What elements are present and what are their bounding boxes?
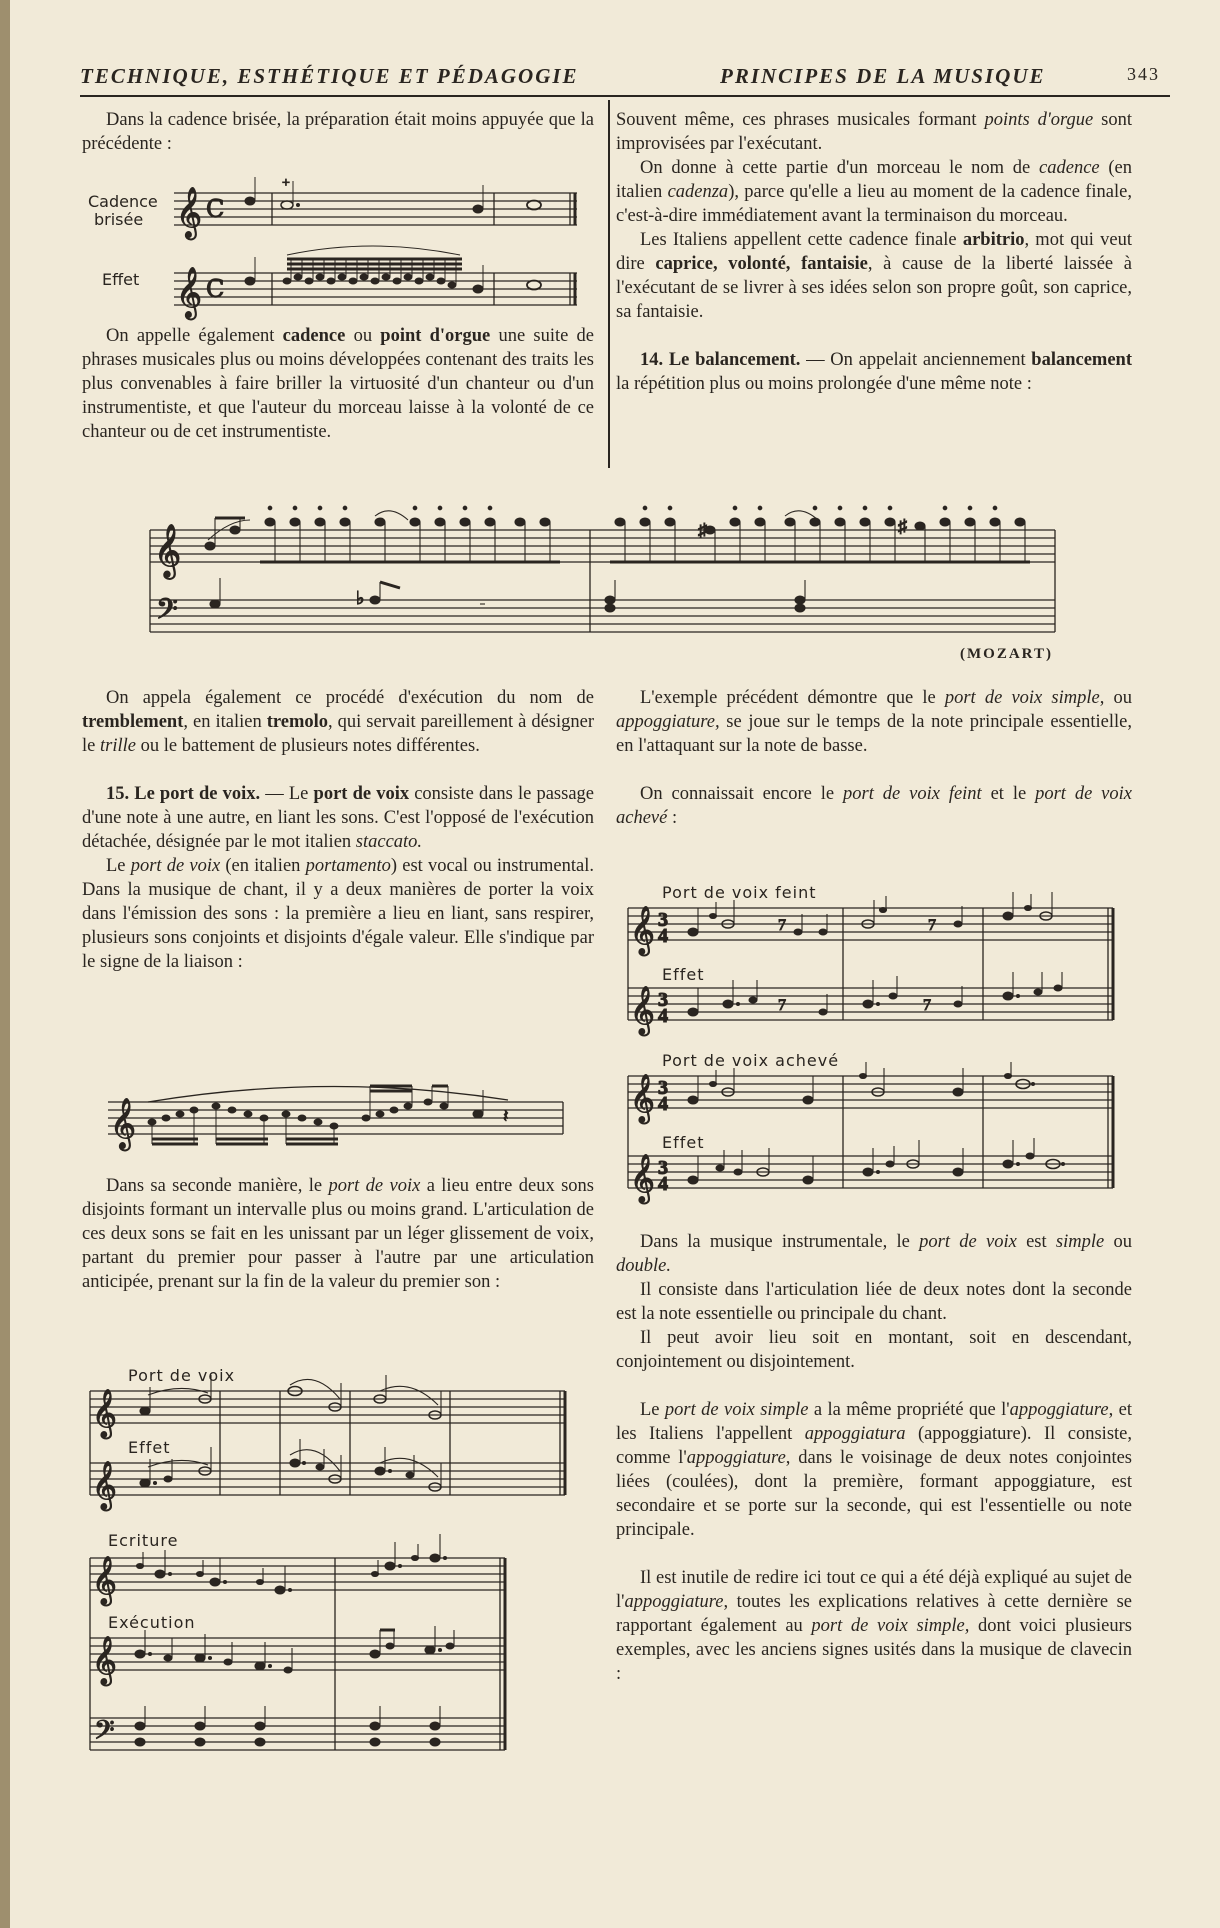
text-run: Les Italiens appellent cette cadence finale (640, 230, 963, 250)
fig1-label-cadence: Cadence (88, 192, 158, 211)
section-14-title: 14. Le balancement. (640, 350, 801, 370)
montant-paragraph: Il peut avoir lieu soit en montant, soit en descendant, conjointement ou disjointement. (616, 1328, 1132, 1372)
feint-acheve-paragraph (616, 782, 1132, 830)
svg-text:𝄞: 𝄞 (92, 1460, 117, 1509)
text-run: (en italien (616, 158, 1132, 202)
page-number: 343 (1127, 64, 1160, 84)
fig1-staff-top (174, 193, 577, 305)
term-pvs: port de voix simple (664, 1400, 809, 1420)
svg-text:𝄽: 𝄽 (503, 1106, 509, 1126)
text-run: On appela également ce procédé d'exécution du nom de (106, 688, 594, 708)
left-intro-text (82, 108, 594, 156)
text-run: — Le (260, 784, 314, 804)
text-run: (appoggiature). Il consiste, comme l' (616, 1424, 1133, 1468)
text-run: Il est inutile de redire ici tout ce qui a été déjà expliqué au sujet de l' (616, 1568, 1132, 1612)
fig-pv-label: Port de voix (128, 1366, 236, 1385)
port-de-voix-paragraph (82, 782, 594, 854)
right-paragraph-1 (616, 108, 1132, 156)
figure-liaison (108, 1072, 568, 1152)
header-left-title: TECHNIQUE, ESTHÉTIQUE ET PÉDAGOGIE (80, 64, 579, 88)
svg-text:♯: ♯ (698, 520, 707, 540)
svg-text:♯: ♯ (898, 516, 907, 536)
right-paragraph-3 (616, 228, 1132, 324)
text-run: ), parce qu'elle a lieu au moment de la cadence finale, c'est-à-dire immédiatement avant la terminaison du morceau. (616, 182, 1132, 226)
text-run: , ou (1099, 688, 1132, 708)
figure-cadence-brisee (82, 175, 592, 318)
svg-text:𝄞: 𝄞 (630, 1073, 655, 1122)
page-edge (0, 0, 10, 1928)
feint-acheve-notes (630, 892, 1065, 1204)
fig-feint-label: Port de voix feint (662, 883, 817, 902)
figure-port-de-voix-effet (90, 1365, 570, 1515)
term-simple: simple (1055, 1232, 1105, 1252)
term-pvs-2: port de voix simple, (811, 1616, 970, 1636)
fig-effet2-label: Effet (662, 1133, 705, 1152)
svg-text:+: + (282, 176, 290, 191)
svg-text:C: C (206, 275, 225, 303)
text-run: ou (345, 326, 381, 346)
text-run: ) est vocal ou instrumental. Dans la musique de chant, il y a deux manières de porter la voix dans l'émission des sons : la première a lieu en liant, sans respirer, plusieurs sons conjoints et disjoints d'égale valeur. Elle s'indique par le signe de la liaison : (82, 856, 595, 972)
svg-text:𝄞: 𝄞 (176, 187, 203, 238)
lower-left-text-2 (82, 1174, 594, 1294)
term-appoggiature-4: appoggiature (624, 1592, 724, 1612)
mozart-credit: (MOZART) (960, 646, 1053, 662)
fig-acheve-label: Port de voix achevé (662, 1051, 840, 1070)
inutile-paragraph (616, 1566, 1132, 1686)
term-appoggiature-2: appoggiature (1009, 1400, 1109, 1420)
text-run: , toutes les explications relatives à cette dernière se rapportant également au (616, 1592, 1132, 1636)
fig-execution-label: Exécution (108, 1613, 196, 1632)
text-run: — On appelait anciennement (800, 350, 1032, 370)
svg-text:4: 4 (658, 1093, 668, 1115)
text-run: sont improvisées par l'exécutant. (616, 110, 1132, 154)
fig1-label-brisee: brisée (94, 210, 144, 229)
lower-left-text-1 (82, 686, 594, 974)
instrumentale-paragraph (616, 1230, 1132, 1278)
svg-text:C: C (206, 195, 225, 223)
svg-text:3: 3 (658, 1077, 668, 1099)
fig-ecriture-label: Ecriture (108, 1531, 179, 1550)
right-top-text (616, 108, 1132, 396)
text-run: ou (1104, 1232, 1132, 1252)
svg-text:3: 3 (658, 909, 668, 931)
term-appoggiatura: appoggiatura (804, 1424, 906, 1444)
text-run: a lieu entre deux sons disjoints formant un intervalle plus ou moins grand. L'articulation de ces deux sons se fait en les unissant par un léger glissement de voix, partant du premier pour passer à l'autre par une articulation anticipée, prenant sur la fin de la valeur du premier son : (82, 1176, 594, 1292)
svg-text:7: 7 (923, 997, 931, 1014)
text-run: : (667, 808, 678, 828)
left-paragraph-2 (82, 324, 594, 444)
svg-text:4: 4 (658, 1173, 668, 1195)
svg-text:𝄞: 𝄞 (630, 1153, 655, 1202)
lower-right-text-2 (616, 1230, 1132, 1686)
text-run: , qui servait pareillement à désigner le (82, 712, 594, 756)
ecriture-notes (92, 1534, 454, 1752)
text-run: une suite de phrases musicales plus ou moins développées contenant des traits les plus convenables à faire briller la virtuosité d'un chanteur ou d'un instrumentiste, et que l'auteur du morceau laisse à la volonté de ce chanteur ou de cet instrumentiste. (82, 326, 594, 442)
svg-text:𝄞: 𝄞 (176, 267, 203, 318)
text-run: On donne à cette partie d'un morceau le nom de (640, 158, 1040, 178)
right-paragraph-2 (616, 156, 1132, 228)
svg-text:𝄞: 𝄞 (630, 905, 655, 954)
term-points-dorgue: points d'orgue (984, 110, 1094, 130)
term-portamento: portamento (305, 856, 391, 876)
text-run: L'exemple précédent démontre que le (640, 688, 945, 708)
left-paragraph-1: Dans la cadence brisée, la préparation était moins appuyée que la précédente : (82, 110, 594, 154)
svg-text:♭: ♭ (356, 588, 365, 608)
term-staccato: staccato. (355, 832, 423, 852)
text-run: Le (640, 1400, 665, 1420)
term-cadence: cadence (282, 326, 346, 346)
text-run: est (1016, 1232, 1056, 1252)
header-right-title: PRINCIPES DE LA MUSIQUE (720, 64, 1046, 88)
text-run: Dans sa seconde manière, le (106, 1176, 329, 1196)
right-paragraph-4 (616, 348, 1132, 396)
svg-text:3: 3 (658, 989, 668, 1011)
term-port-de-voix-italic: port de voix (130, 856, 221, 876)
svg-text:7: 7 (778, 917, 786, 934)
svg-text:7: 7 (778, 997, 786, 1014)
svg-text:𝄞: 𝄞 (630, 985, 655, 1034)
term-port-de-voix-acheve: port de voix achevé (616, 784, 1132, 828)
text-run: On connaissait encore le (640, 784, 844, 804)
term-port-de-voix: port de voix (313, 784, 410, 804)
text-run: (en italien (220, 856, 306, 876)
text-run: dont voici plusieurs exemples, avec les anciens signes usités dans la musique de clavecin : (616, 1616, 1132, 1684)
text-run: et le (981, 784, 1036, 804)
left-cadence-text (82, 324, 594, 444)
fig1-notes (176, 176, 541, 320)
text-run: ou le battement de plusieurs notes différentes. (135, 736, 480, 756)
text-run: la répétition plus ou moins prolongée d'une même note : (616, 374, 1032, 394)
fig-effet1-label: Effet (662, 965, 705, 984)
figure-ecriture-execution (90, 1530, 510, 1770)
term-balancement: balancement (1031, 350, 1132, 370)
term-double: double. (616, 1256, 671, 1276)
text-run: , mot qui veut dire (616, 230, 1132, 274)
port-de-voix-simple-paragraph (616, 1398, 1132, 1542)
seconde-maniere-paragraph (82, 1174, 594, 1294)
fig1-label-effet: Effet (102, 270, 140, 289)
lower-right-text-1 (616, 686, 1132, 830)
svg-text:𝄢: 𝄢 (94, 1714, 115, 1752)
text-run: consiste dans le passage d'une note à une autre, en liant les sons. C'est l'opposé de l'exécution détachée, désignée par le mot italien (82, 784, 594, 852)
term-cadenza: cadenza (667, 182, 729, 202)
svg-text:4: 4 (658, 925, 668, 947)
figure-feint-acheve (628, 880, 1120, 1210)
fig-effet-label: Effet (128, 1438, 171, 1457)
portamento-paragraph (82, 854, 594, 974)
svg-text:𝄞: 𝄞 (154, 523, 182, 577)
text-run: , et les Italiens l'appellent (616, 1400, 1132, 1444)
term-trille: trille (99, 736, 136, 756)
term-cadence-italic: cadence (1039, 158, 1100, 178)
svg-text:𝄢: 𝄢 (156, 593, 178, 633)
text-run: Souvent même, ces phrases musicales formant (616, 110, 985, 130)
fig1-trill-notes (283, 246, 460, 288)
articulation-paragraph: Il consiste dans l'articulation liée de deux notes dont la seconde est la note essentielle ou principale du chant. (616, 1280, 1132, 1324)
term-caprice: caprice, volonté, fantaisie (655, 254, 868, 274)
term-tremblement: tremblement (82, 712, 184, 732)
figure-mozart-balancement (150, 500, 1060, 640)
column-divider (608, 100, 610, 468)
ecriture-staves (90, 1558, 505, 1750)
text-run: On appelle également (106, 326, 283, 346)
text-run: Le (106, 856, 131, 876)
header-rule (80, 95, 1170, 97)
svg-text:𝄞: 𝄞 (110, 1098, 137, 1149)
term-arbitrio: arbitrio (962, 230, 1025, 250)
text-run: , en italien (183, 712, 267, 732)
running-header (80, 64, 1160, 98)
svg-text:7: 7 (928, 917, 936, 934)
term-appoggiature-3: appoggiature (686, 1448, 786, 1468)
term-point-dorgue: point d'orgue (380, 326, 491, 346)
text-run: , à cause de la liberté laissée à l'exécutant de se livrer à ses idées selon son propre goût, son caprice, sa fantaisie. (616, 254, 1132, 322)
text-run: Dans la musique instrumentale, le (640, 1232, 920, 1252)
mozart-staves (150, 530, 1055, 632)
term-port-de-voix-feint: port de voix feint (843, 784, 982, 804)
text-run: se joue sur le temps de la note principale essentielle, en l'attaquant sur la note de basse. (616, 712, 1132, 756)
mozart-notes (154, 506, 1030, 633)
mozart-repeated-notes (265, 518, 1025, 534)
exemple-precedent-paragraph (616, 686, 1132, 758)
svg-text:3: 3 (658, 1157, 668, 1179)
term-port-de-voix-simple: port de voix simple (944, 688, 1100, 708)
svg-text:𝄞: 𝄞 (92, 1388, 117, 1437)
term-port-de-voix-2: port de voix (328, 1176, 421, 1196)
text-run: , dans le voisinage de deux notes conjointes liées (coulées), dont la première, formant appoggiature, est secondaire et se porte sur la seconde, qui est l'essentielle ou note principale. (616, 1448, 1132, 1540)
section-15-title: 15. Le port de voix. (106, 784, 261, 804)
svg-text:4: 4 (658, 1005, 668, 1027)
svg-text:𝄞: 𝄞 (92, 1635, 117, 1684)
term-port-de-voix-3: port de voix (919, 1232, 1017, 1252)
tremblement-paragraph (82, 686, 594, 758)
term-tremolo: tremolo (266, 712, 329, 732)
svg-text:𝄞: 𝄞 (92, 1555, 117, 1604)
term-appoggiature: appoggiature, (616, 712, 720, 732)
text-run: a la même propriété que l' (808, 1400, 1010, 1420)
